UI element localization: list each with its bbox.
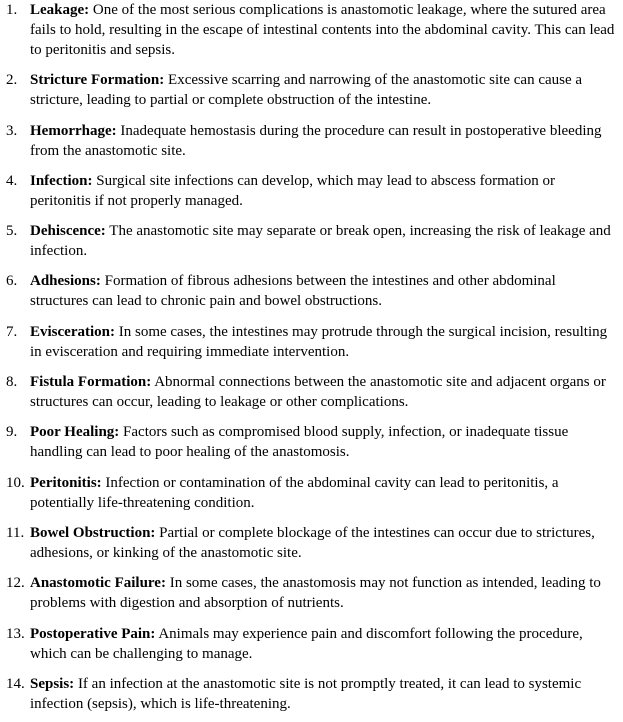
list-item [6,573,615,613]
item-term: Infection: [30,172,93,189]
item-text: Excessive scarring and narrowing of the anastomotic site can cause a stricture, leading to partial or complete obstruction of the intestine. [30,72,583,109]
item-term: Fistula Formation: [30,374,152,391]
list-item [6,171,615,211]
item-text: In some cases, the intestines may protrude through the surgical incision, resulting in evisceration and requiring immediate intervention. [30,323,608,360]
item-term: Anastomotic Failure: [30,575,166,592]
item-text: Inadequate hemostasis during the procedure can result in postoperative bleeding from the anastomotic site. [30,122,602,159]
item-text: The anastomotic site may separate or break open, increasing the risk of leakage and infection. [30,223,611,260]
item-text: Formation of fibrous adhesions between the intestines and other abdominal structures can lead to chronic pain and bowel obstructions. [30,273,556,310]
item-number: 2. [6,72,18,89]
list-item [6,422,615,462]
item-term: Postoperative Pain: [30,625,156,642]
item-number: 12. [6,575,25,592]
item-text: If an infection at the anastomotic site is not promptly treated, it can lead to systemic infection (sepsis), which is life-threatening. [30,675,582,712]
item-text: Infection or contamination of the abdominal cavity can lead to peritonitis, a potentially life-threatening condition. [30,474,559,511]
item-text: Abnormal connections between the anastomotic site and adjacent organs or structures can occur, leading to leakage or other complications. [30,374,606,411]
item-number: 4. [6,172,18,189]
item-number: 5. [6,223,18,240]
item-number: 8. [6,374,18,391]
item-text: In some cases, the anastomosis may not function as intended, leading to problems with digestion and absorption of nutrients. [30,575,601,612]
item-term: Hemorrhage: [30,122,117,139]
item-term: Adhesions: [30,273,101,290]
item-term: Peritonitis: [30,474,102,491]
list-item [6,372,615,412]
item-term: Dehiscence: [30,223,106,240]
item-number: 13. [6,625,25,642]
item-term: Sepsis: [30,675,75,692]
item-term: Evisceration: [30,323,115,340]
item-number: 7. [6,323,18,340]
list-item [6,271,615,311]
item-number: 14. [6,675,25,692]
list-item [6,674,615,714]
item-number: 10. [6,474,25,491]
list-item [6,0,615,60]
item-text: Partial or complete blockage of the intestines can occur due to strictures, adhesions, or kinking of the anastomotic site. [30,524,595,561]
list-item [6,221,615,261]
item-number: 6. [6,273,18,290]
list-item [6,70,615,110]
item-text: One of the most serious complications is anastomotic leakage, where the sutured area fails to hold, resulting in the escape of intestinal contents into the abdominal cavity. This can lead to peritonitis and sepsis. [30,2,615,58]
item-text: Factors such as compromised blood supply, infection, or inadequate tissue handling can lead to poor healing of the anastomosis. [30,424,569,461]
list-item [6,624,615,664]
item-term: Leakage: [30,2,90,18]
item-term: Bowel Obstruction: [30,524,156,541]
item-number: 1. [6,2,18,18]
item-text: Animals may experience pain and discomfort following the procedure, which can be challenging to manage. [30,625,583,662]
list-item [6,473,615,513]
complications-list [6,0,615,714]
item-term: Poor Healing: [30,424,120,441]
item-number: 11. [6,524,25,541]
item-term: Stricture Formation: [30,72,165,89]
list-item [6,523,615,563]
item-number: 3. [6,122,18,139]
list-item [6,322,615,362]
item-number: 9. [6,424,18,441]
list-item [6,121,615,161]
item-text: Surgical site infections can develop, which may lead to abscess formation or peritonitis if not properly managed. [30,172,556,209]
